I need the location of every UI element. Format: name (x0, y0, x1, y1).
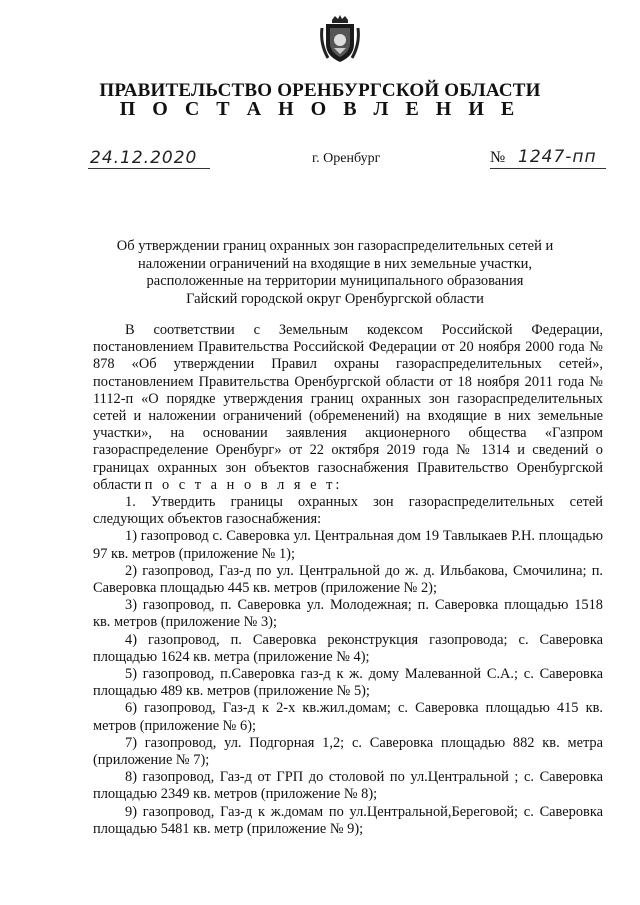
list-item: 4) газопровод, п. Саверовка реконструкция газопровода; с. Саверовка площадью 1624 кв. метра (приложение № 4); (93, 631, 603, 665)
document-number (490, 147, 606, 169)
list-item: 5) газопровод, п.Саверовка газ-д к ж. дому Малеванной С.А.; с. Саверовка площадью 489 кв. метров (приложение № 5); (93, 666, 603, 700)
document-title (96, 238, 574, 308)
document-body (93, 322, 603, 838)
document-type: П О С Т А Н О В Л Е Н И Е (119, 98, 521, 120)
list-item: 7) газопровод, ул. Подгорная 1,2; с. Саверовка площадью 882 кв. метра (приложение № 7); (93, 734, 603, 769)
intro-decree-word: п о с т а н о в л я е т: (144, 476, 343, 493)
intro-paragraph (93, 322, 603, 494)
intro-text: В соответствии с Земельным кодексом Российской Федерации, постановлением Правительства Российской Федерации от 20 ноября 2000 года № 878 «Об утверждении Правил охраны газораспределительных сетей», постановлением Правительства Оренбургской области от 18 ноября 2011 года № 1112-п «О порядке утверждения границ охранных зон газораспределительных сетей и наложении ограничений (обременений) на входящие в них земельные участки», на основании заявления акционерного общества «Газпром газораспределение Оренбург» от 22 октября 2019 года № 1314 и сведений о границах охранных зон объектов газоснабжения Правительство Оренбургской области (93, 322, 603, 493)
list-item: 2) газопровод, Газ-д по ул. Центральной до ж. д. Ильбакова, Смочилина; п. Саверовка площадью 445 кв. метров (приложение № 2); (93, 562, 603, 597)
title-line: Об утверждении границ охранных зон газораспределительных сетей и (116, 238, 554, 254)
list-item: 1) газопровод с. Саверовка ул. Центральная дом 19 Тавлыкаев Р.Н. площадью 97 кв. метров (приложение № 1); (93, 528, 603, 562)
list-item: 9) газопровод, Газ-д к ж.домам по ул.Центральной,Береговой; с. Саверовка площадью 5481 кв. метр (приложение № 9); (93, 803, 603, 837)
title-line: расположенные на территории муниципального образования (146, 273, 524, 289)
list-item: 6) газопровод, Газ-д к 2-х кв.жил.домам; с. Саверовка площадью 415 кв. метров (приложение № 6); (93, 700, 603, 734)
title-line: наложении ограничений на входящие в них земельные участки, (137, 255, 533, 272)
number-handwritten: 1247-пп (518, 147, 597, 167)
clause-1: 1. Утвердить границы охранных зон газораспределительных сетей следующих объектов газоснабжения: (93, 494, 603, 528)
coat-of-arms-icon (318, 14, 362, 64)
list-item: 3) газопровод, п. Саверовка ул. Молодежная; п. Саверовка площадью 1518 кв. метров (приложение № 3); (93, 597, 603, 631)
organization-name: ПРАВИТЕЛЬСТВО ОРЕНБУРГСКОЙ ОБЛАСТИ (99, 80, 541, 101)
number-sign: № (490, 149, 506, 166)
list-item: 8) газопровод, Газ-д от ГРП до столовой по ул.Центральной ; с. Саверовка площадью 2349 кв. метров (приложение № 8); (93, 769, 603, 803)
document-city: г. Оренбург (312, 151, 381, 166)
document-date (88, 148, 210, 169)
title-line: Гайский городской округ Оренбургской области (186, 290, 484, 307)
date-handwritten: 24.12.2020 (90, 148, 198, 168)
